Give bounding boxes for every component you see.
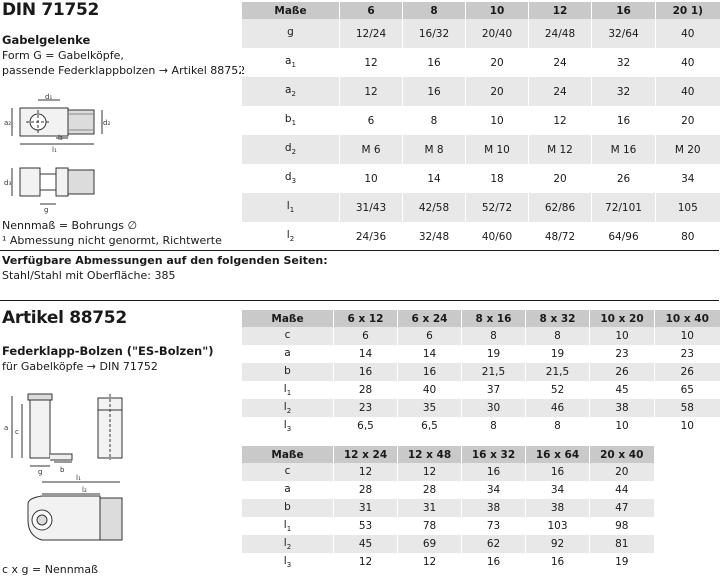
table-row	[242, 553, 654, 571]
row-label: $l_3$	[242, 417, 334, 435]
din-header-size: 10	[466, 2, 529, 19]
table-cell: 26	[655, 363, 720, 381]
table-cell: 16	[403, 48, 466, 77]
table-cell: 103	[526, 517, 590, 535]
table-cell: 40	[656, 77, 720, 106]
table-cell: 10	[655, 417, 720, 435]
table-cell: 21,5	[526, 363, 590, 381]
table-cell: 24	[529, 48, 592, 77]
table-cell: 26	[592, 164, 656, 193]
table-cell: 12	[340, 77, 403, 106]
table-cell: 34	[462, 481, 526, 499]
table-cell: 14	[403, 164, 466, 193]
table-cell: 12	[529, 106, 592, 135]
din-header-size: 8	[403, 2, 466, 19]
table-cell: 40	[656, 19, 720, 48]
table-cell: 12	[398, 553, 462, 571]
table-cell: 19	[526, 345, 590, 363]
table-cell: 19	[590, 553, 654, 571]
row-label: $a_2$	[242, 77, 340, 106]
table-cell: 58	[655, 399, 720, 417]
table-cell: 6	[340, 106, 403, 135]
table-cell: 6,5	[398, 417, 462, 435]
table-cell: 105	[656, 193, 720, 222]
row-label: $d_2$	[242, 135, 340, 164]
table-cell: 8	[526, 417, 590, 435]
table-row	[242, 77, 720, 106]
table-cell: 32	[592, 48, 656, 77]
din-header-size: 20 1)	[656, 2, 720, 19]
svg-text:l₁: l₁	[52, 146, 57, 154]
art1-header-size: 6 x 24	[398, 310, 462, 327]
svg-text:a: a	[4, 424, 9, 432]
table-cell: 10	[466, 106, 529, 135]
table-row	[242, 327, 720, 345]
row-label: a	[242, 345, 334, 363]
art2-header-size: 12 x 48	[398, 446, 462, 463]
table-cell: 38	[590, 399, 655, 417]
table-cell: 42/58	[403, 193, 466, 222]
table-cell: 10	[655, 327, 720, 345]
art1-header-size: 10 x 40	[655, 310, 720, 327]
table-cell: 8	[526, 327, 590, 345]
table-cell: M 20	[656, 135, 720, 164]
table-cell: 28	[334, 481, 398, 499]
svg-text:l₂: l₂	[82, 486, 87, 494]
din-header-size: 6	[340, 2, 403, 19]
table-cell: M 10	[466, 135, 529, 164]
art2-header-size: 12 x 24	[334, 446, 398, 463]
table-cell: 31	[334, 499, 398, 517]
svg-text:b: b	[60, 466, 65, 474]
table-row	[242, 535, 654, 553]
din-note-footnote: ¹ Abmessung nicht genormt, Richtwerte	[2, 234, 222, 247]
svg-text:l₁: l₁	[76, 474, 81, 482]
table-cell: 12	[340, 48, 403, 77]
table-cell: M 8	[403, 135, 466, 164]
table-cell: 16	[398, 363, 462, 381]
din-header-size: 16	[592, 2, 656, 19]
din-header-size: 12	[529, 2, 592, 19]
table-cell: 19	[462, 345, 526, 363]
din-desc-line2: passende Federklappbolzen → Artikel 88752	[2, 64, 246, 77]
table-cell: 52/72	[466, 193, 529, 222]
table-cell: 18	[466, 164, 529, 193]
table-cell: 38	[462, 499, 526, 517]
row-label: a	[242, 481, 334, 499]
table-row	[242, 48, 720, 77]
pin-drawing	[2, 390, 130, 562]
din-header-masse: Maße	[242, 2, 340, 19]
table-cell: 16	[334, 363, 398, 381]
art2-header-size: 20 x 40	[590, 446, 654, 463]
table-row	[242, 417, 720, 435]
table-cell: M 16	[592, 135, 656, 164]
table-cell: 20	[466, 77, 529, 106]
table-cell: 6	[398, 327, 462, 345]
art1-header-size: 8 x 32	[526, 310, 590, 327]
table-cell: 8	[403, 106, 466, 135]
table-cell: 30	[462, 399, 526, 417]
table-cell: 45	[590, 381, 655, 399]
art-dimensions-table-1	[241, 310, 720, 435]
table-cell: M 12	[529, 135, 592, 164]
section-divider	[0, 250, 719, 251]
table-cell: 16	[403, 77, 466, 106]
table-cell: 28	[398, 481, 462, 499]
table-cell: 35	[398, 399, 462, 417]
table-row	[242, 135, 720, 164]
table-row	[242, 399, 720, 417]
table-row	[242, 193, 720, 222]
table-cell: M 6	[340, 135, 403, 164]
table-cell: 24/48	[529, 19, 592, 48]
table-cell: 48/72	[529, 222, 592, 251]
art-dimensions-table-2	[241, 446, 654, 571]
table-cell: 26	[590, 363, 655, 381]
table-cell: 47	[590, 499, 654, 517]
table-cell: 34	[526, 481, 590, 499]
table-cell: 92	[526, 535, 590, 553]
art2-header-masse: Maße	[242, 446, 334, 463]
table-cell: 10	[590, 327, 655, 345]
table-cell: 32/64	[592, 19, 656, 48]
table-cell: 72/101	[592, 193, 656, 222]
table-cell: 40	[656, 48, 720, 77]
table-row	[242, 463, 654, 481]
art-note-nennmass: c x g = Nennmaß	[2, 563, 99, 576]
table-cell: 23	[334, 399, 398, 417]
row-label: $l_3$	[242, 553, 334, 571]
table-row	[242, 499, 654, 517]
table-cell: 80	[656, 222, 720, 251]
table-cell: 32/48	[403, 222, 466, 251]
table-row	[242, 481, 654, 499]
table-cell: 31/43	[340, 193, 403, 222]
table-cell: 14	[398, 345, 462, 363]
art-subtitle: Federklapp-Bolzen ("ES-Bolzen")	[2, 344, 214, 358]
table-row	[242, 517, 654, 535]
table-cell: 46	[526, 399, 590, 417]
table-cell: 20	[656, 106, 720, 135]
din-subtitle: Gabelgelenke	[2, 33, 91, 47]
table-cell: 12/24	[340, 19, 403, 48]
table-cell: 20/40	[466, 19, 529, 48]
table-cell: 81	[590, 535, 654, 553]
table-cell: 62	[462, 535, 526, 553]
table-cell: 40/60	[466, 222, 529, 251]
table-row	[242, 222, 720, 251]
section-divider	[0, 300, 719, 301]
row-label: c	[242, 463, 334, 481]
table-cell: 12	[334, 553, 398, 571]
art-title: Artikel 88752	[2, 308, 127, 328]
table-cell: 53	[334, 517, 398, 535]
table-cell: 40	[398, 381, 462, 399]
row-label: $d_3$	[242, 164, 340, 193]
table-cell: 31	[398, 499, 462, 517]
table-cell: 16/32	[403, 19, 466, 48]
table-cell: 24/36	[340, 222, 403, 251]
svg-text:a₂: a₂	[4, 119, 12, 127]
table-row	[242, 363, 720, 381]
row-label: $l_2$	[242, 399, 334, 417]
table-cell: 20	[590, 463, 654, 481]
table-cell: 64/96	[592, 222, 656, 251]
row-label: g	[242, 19, 340, 48]
table-row	[242, 345, 720, 363]
table-row	[242, 164, 720, 193]
table-cell: 16	[526, 553, 590, 571]
row-label: $l_1$	[242, 517, 334, 535]
svg-text:c: c	[15, 428, 19, 436]
table-cell: 32	[592, 77, 656, 106]
table-cell: 8	[462, 327, 526, 345]
table-cell: 69	[398, 535, 462, 553]
art1-header-size: 6 x 12	[334, 310, 398, 327]
table-cell: 44	[590, 481, 654, 499]
table-cell: 10	[590, 417, 655, 435]
row-label: c	[242, 327, 334, 345]
table-cell: 78	[398, 517, 462, 535]
table-cell: 37	[462, 381, 526, 399]
table-cell: 14	[334, 345, 398, 363]
svg-text:d₁: d₁	[45, 93, 53, 101]
row-label: $l_2$	[242, 222, 340, 251]
art1-header-size: 10 x 20	[590, 310, 655, 327]
svg-text:l₂: l₂	[58, 134, 63, 142]
row-label: b	[242, 499, 334, 517]
table-cell: 23	[590, 345, 655, 363]
din-dimensions-table	[241, 2, 720, 251]
table-cell: 20	[529, 164, 592, 193]
table-cell: 73	[462, 517, 526, 535]
art2-header-size: 16 x 64	[526, 446, 590, 463]
clevis-drawing	[2, 93, 111, 214]
svg-text:d₂: d₂	[103, 119, 111, 127]
din-title: DIN 71752	[2, 0, 100, 20]
table-cell: 23	[655, 345, 720, 363]
table-row	[242, 106, 720, 135]
art-desc: für Gabelköpfe → DIN 71752	[2, 360, 158, 373]
table-cell: 24	[529, 77, 592, 106]
table-cell: 45	[334, 535, 398, 553]
table-cell: 10	[340, 164, 403, 193]
row-label: $l_1$	[242, 381, 334, 399]
table-cell: 6,5	[334, 417, 398, 435]
available-line: Stahl/Stahl mit Oberfläche: 385	[2, 269, 176, 282]
svg-text:d₃: d₃	[4, 179, 12, 187]
svg-text:g: g	[38, 468, 43, 476]
table-cell: 12	[334, 463, 398, 481]
art2-header-size: 16 x 32	[462, 446, 526, 463]
table-cell: 6	[334, 327, 398, 345]
din-desc-line1: Form G = Gabelköpfe,	[2, 49, 124, 62]
available-heading: Verfügbare Abmessungen auf den folgenden Seiten:	[2, 254, 328, 267]
table-row	[242, 19, 720, 48]
row-label: $l_1$	[242, 193, 340, 222]
table-cell: 20	[466, 48, 529, 77]
table-cell: 16	[462, 553, 526, 571]
row-label: $b_1$	[242, 106, 340, 135]
din-note-nennmass: Nennmaß = Bohrungs ∅	[2, 219, 138, 232]
row-label: b	[242, 363, 334, 381]
table-cell: 12	[398, 463, 462, 481]
table-cell: 16	[462, 463, 526, 481]
table-cell: 16	[526, 463, 590, 481]
table-cell: 52	[526, 381, 590, 399]
art1-header-masse: Maße	[242, 310, 334, 327]
table-cell: 21,5	[462, 363, 526, 381]
table-cell: 38	[526, 499, 590, 517]
table-cell: 34	[656, 164, 720, 193]
table-cell: 62/86	[529, 193, 592, 222]
svg-text:g: g	[44, 206, 49, 214]
art1-header-size: 8 x 16	[462, 310, 526, 327]
row-label: $l_2$	[242, 535, 334, 553]
table-row	[242, 381, 720, 399]
row-label: $a_1$	[242, 48, 340, 77]
table-cell: 16	[592, 106, 656, 135]
table-cell: 98	[590, 517, 654, 535]
table-cell: 8	[462, 417, 526, 435]
table-cell: 28	[334, 381, 398, 399]
table-cell: 65	[655, 381, 720, 399]
